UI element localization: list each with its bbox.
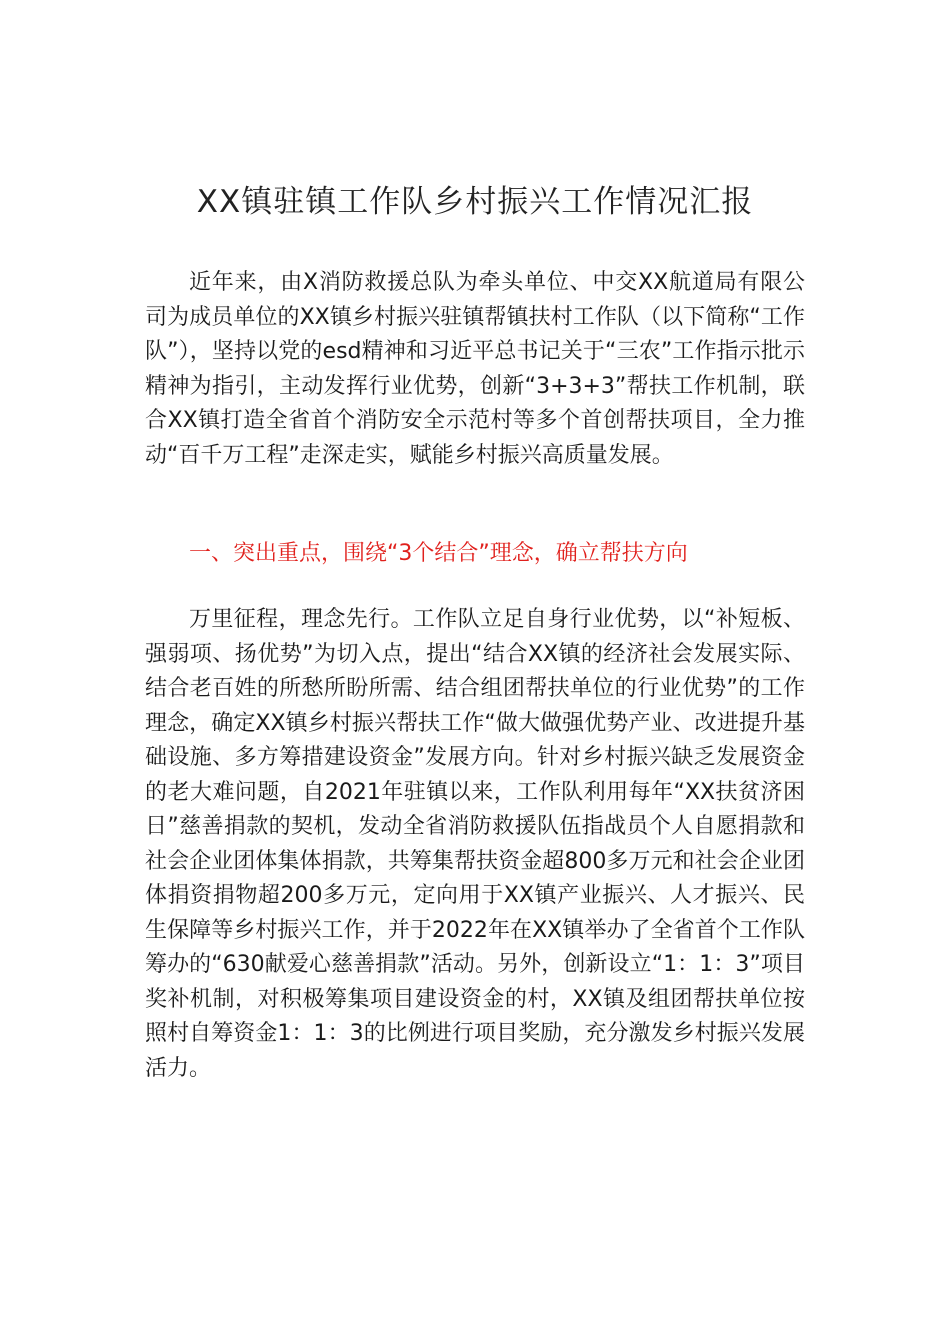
section-heading-1: 一、突出重点，围绕“3个结合”理念，确立帮扶方向 — [189, 541, 688, 566]
intro-paragraph: 近年来，由X消防救援总队为牵头单位、中交XX航道局有限公司为成员单位的XX镇乡村振兴驻镇帮镇扶村工作队（以下简称“工作队”），坚持以党的esd精神和习近平总书记关于“三农”工作指示批示精神为指引，主动发挥行业优势，创新“3+3+3”帮扶工作机制，联合XX镇打造全省首个消防安全示范村等多个首创帮扶项目，全力推动“百千万工程”走深走实，赋能乡村振兴高质量发展。 — [145, 270, 805, 468]
section-1-paragraph: 万里征程，理念先行。工作队立足自身行业优势，以“补短板、强弱项、扬优势”为切入点，提出“结合XX镇的经济社会发展实际、结合老百姓的所愁所盼所需、结合组团帮扶单位的行业优势”的工作理念，确定XX镇乡村振兴帮扶工作“做大做强优势产业、改进提升基础设施、多方筹措建设资金”发展方向。针对乡村振兴缺乏发展资金的老大难问题，自2021年驻镇以来，工作队利用每年“XX扶贫济困日”慈善捐款的契机，发动全省消防救援队伍指战员个人自愿捐款和社会企业团体集体捐款，共筹集帮扶资金超800多万元和社会企业团体捐资捐物超200多万元，定向用于XX镇产业振兴、人才振兴、民生保障等乡村振兴工作，并于2022年在XX镇举办了全省首个工作队筹办的“630献爱心慈善捐款”活动。另外，创新设立“1：1：3”项目奖补机制，对积极筹集项目建设资金的村，XX镇及组团帮扶单位按照村自筹资金1：1：3的比例进行项目奖励，充分激发乡村振兴发展活力。 — [145, 607, 805, 1081]
document-title: XX镇驻镇工作队乡村振兴工作情况汇报 — [196, 184, 754, 220]
